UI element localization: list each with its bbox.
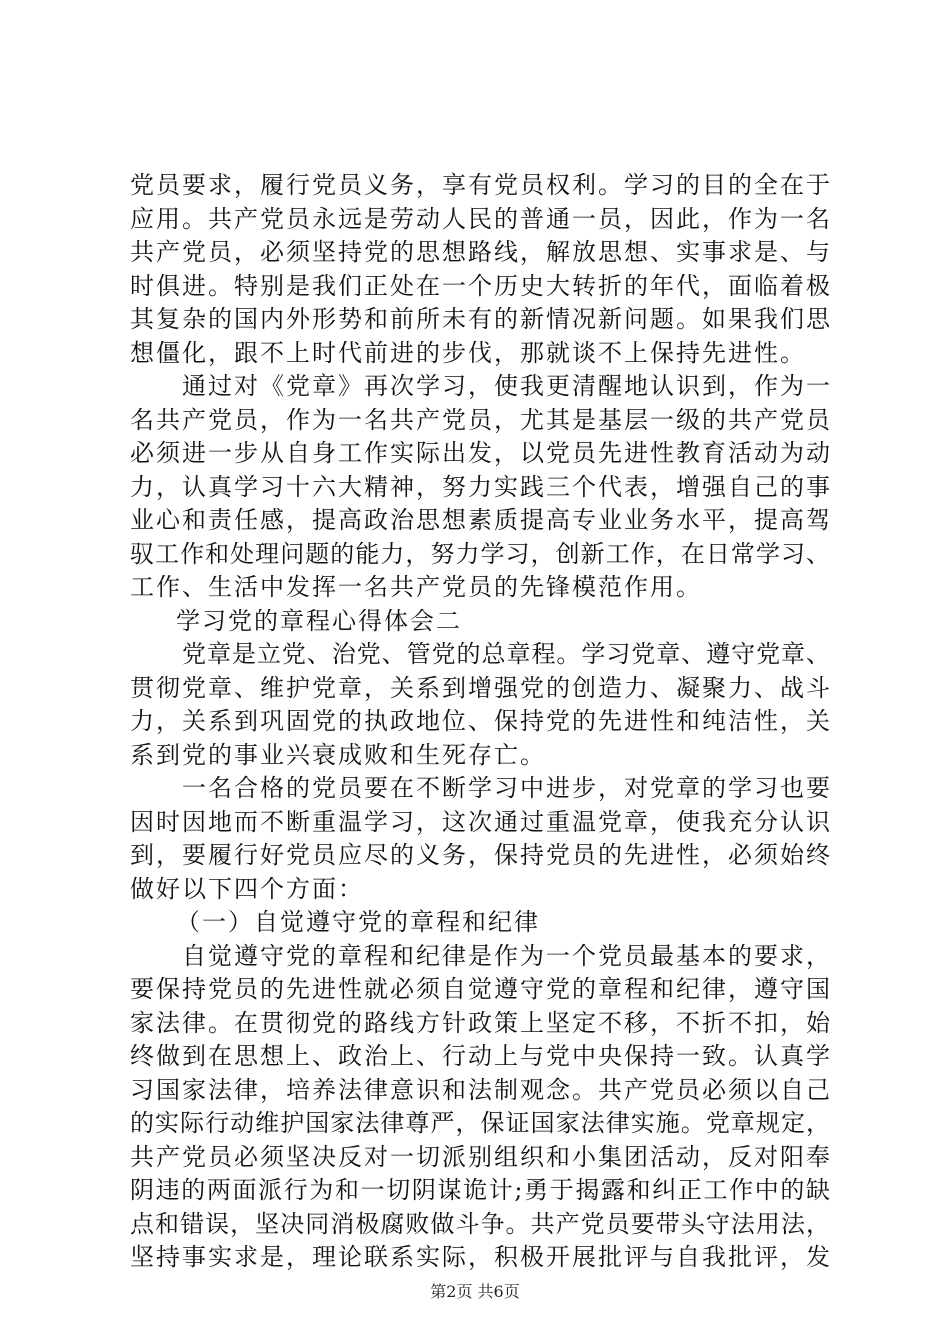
text-line: 共产党员，必须坚持党的思想路线，解放思想、实事求是、与 [130,238,830,266]
text-line: 驭工作和处理问题的能力，努力学习，创新工作，在日常学习、 [130,539,830,568]
paragraph-first-line: 党章是立党、治党、管党的总章程。学习党章、遵守党章、 [182,640,830,668]
text-line: 业心和责任感，提高政治思想素质提高专业业务水平，提高驾 [130,506,830,534]
text-line: 力，认真学习十六大精神，努力实践三个代表，增强自己的事 [130,472,830,501]
paragraph-first-line: 自觉遵守党的章程和纪律是作为一个党员最基本的要求， [182,941,830,970]
page-number-footer: 第2页 共6页 [430,1282,520,1301]
text-line: 应用。共产党员永远是劳动人民的普通一员，因此，作为一名 [130,204,830,233]
text-line: 工作、生活中发挥一名共产党员的先锋模范作用。 [130,573,702,601]
text-line: 其复杂的国内外形势和前所未有的新情况新问题。如果我们思 [130,305,830,333]
text-line: 家法律。在贯彻党的路线方针政策上坚定不移，不折不扣，始 [130,1008,830,1037]
text-line: 的实际行动维护国家法律尊严，保证国家法律实施。党章规定， [130,1109,830,1137]
paragraph-first-line: 一名合格的党员要在不断学习中进步，对党章的学习也要 [182,774,830,802]
text-line: 必须进一步从自身工作实际出发，以党员先进性教育活动为动 [130,439,830,467]
text-line: 坚持事实求是，理论联系实际，积极开展批评与自我批评，发 [130,1243,830,1271]
paragraph-first-line: 通过对《党章》再次学习，使我更清醒地认识到，作为一 [182,372,830,400]
text-line: 想僵化，跟不上时代前进的步伐，那就谈不上保持先进性。 [130,338,806,367]
text-line: 阴违的两面派行为和一切阴谋诡计;勇于揭露和纠正工作中的缺 [130,1176,830,1204]
text-line: 到，要履行好党员应尽的义务，保持党员的先进性，必须始终 [130,841,830,869]
text-line: 因时因地而不断重温学习，这次通过重温党章，使我充分认识 [130,807,830,836]
document-body [130,169,830,1275]
subsection-heading: （一）自觉遵守党的章程和纪律 [176,908,540,936]
text-line: 时俱进。特别是我们正处在一个历史大转折的年代，面临着极 [130,271,830,300]
text-line: 习国家法律，培养法律意识和法制观念。共产党员必须以自己 [130,1075,830,1104]
text-line: 力，关系到巩固党的执政地位、保持党的先进性和纯洁性，关 [130,707,830,735]
text-line: 做好以下四个方面： [130,874,364,903]
text-line: 系到党的事业兴衰成败和生死存亡。 [130,740,546,769]
text-line: 终做到在思想上、政治上、行动上与党中央保持一致。认真学 [130,1042,830,1070]
text-line: 共产党员必须坚决反对一切派别组织和小集团活动，反对阳奉 [130,1142,830,1171]
text-line: 党员要求，履行党员义务，享有党员权利。学习的目的全在于 [130,171,830,199]
text-line: 贯彻党章、维护党章，关系到增强党的创造力、凝聚力、战斗 [130,673,830,702]
text-line: 要保持党员的先进性就必须自觉遵守党的章程和纪律，遵守国 [130,975,830,1003]
text-line: 名共产党员，作为一名共产党员，尤其是基层一级的共产党员 [130,405,830,434]
section-heading: 学习党的章程心得体会二 [176,606,462,635]
text-line: 点和错误，坚决同消极腐败做斗争。共产党员要带头守法用法， [130,1209,830,1238]
